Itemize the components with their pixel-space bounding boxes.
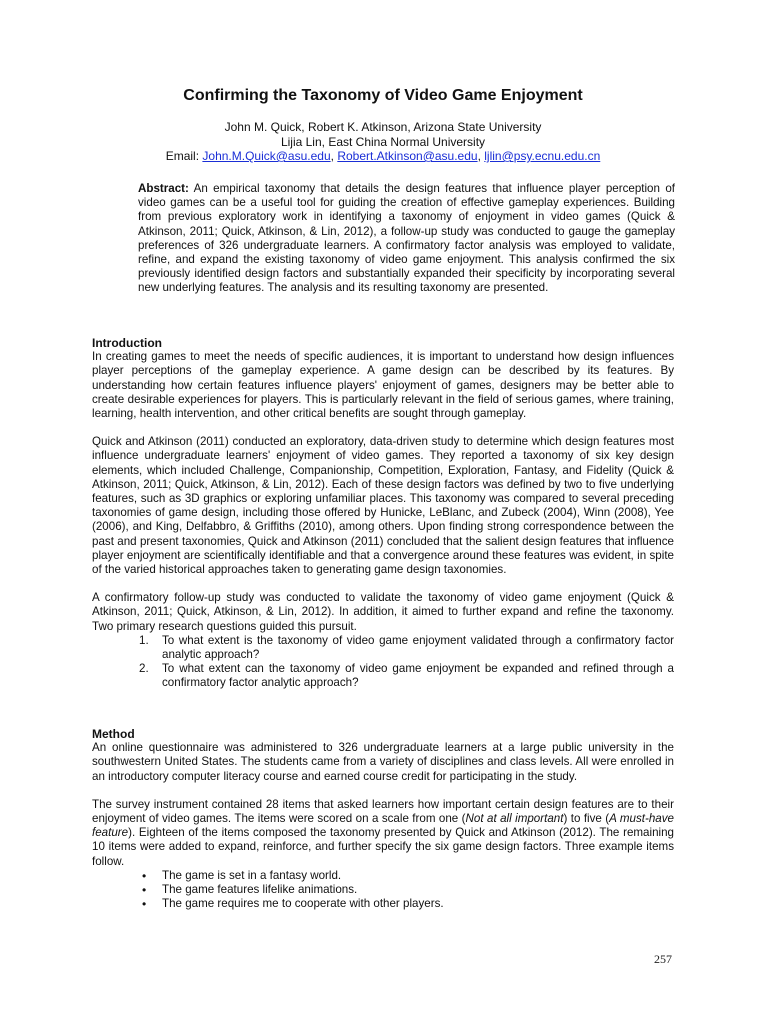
list-item (92, 883, 674, 897)
text-run: The survey instrument contained 28 items that asked learners how important certain design features are to their enjoyment of video games. The items were scored on a scale from one ( (92, 797, 674, 826)
email-link-quick[interactable]: John.M.Quick@asu.edu (202, 149, 331, 163)
italic-term: Not at all important (465, 812, 564, 826)
introduction-section (92, 336, 674, 691)
list-item-text: The game is set in a fantasy world. (162, 868, 342, 882)
method-heading: Method (92, 727, 135, 741)
list-item-text: To what extent can the taxonomy of video game enjoyment be expanded and refined through a confirmatory factor analytic approach? (162, 662, 674, 690)
list-item (92, 634, 674, 662)
method-section (92, 727, 674, 911)
email-line (92, 149, 674, 164)
email-separator: , (477, 149, 485, 163)
email-link-atkinson[interactable]: Robert.Atkinson@asu.edu (337, 149, 478, 163)
list-item-text: The game features lifelike animations. (162, 883, 358, 897)
page-number: 257 (654, 952, 672, 966)
italic-term: A must-have feature (92, 812, 675, 840)
bullet-icon: • (142, 868, 147, 883)
text-run: ) to five ( (563, 812, 610, 826)
introduction-heading: Introduction (92, 336, 162, 350)
list-item (92, 662, 674, 690)
example-items-list (92, 869, 674, 912)
list-item (92, 897, 674, 911)
abstract (138, 182, 675, 296)
list-item-number: 2. (139, 662, 149, 676)
abstract-label: Abstract: (138, 182, 189, 195)
abstract-text: An empirical taxonomy that details the design features that influence player perception of video games can be a useful tool for guiding the creation of effective gameplay experiences. Building from previous exploratory work in identifying a taxonomy of enjoyment in video games (Quick & Atkinson, 2011; Quick, Atkinson, & Lin, 2012), a follow-up study was conducted to gauge the gameplay preferences of 326 undergraduate learners. A confirmatory factor analysis was employed to validate, refine, and expand the existing taxonomy of video game enjoyment. This analysis confirmed the six previously identified design factors and substantially expanded their specificity by incorporating several new underlying features. The analysis and its resulting taxonomy are presented. (138, 182, 675, 295)
research-questions-list (92, 634, 674, 691)
introduction-paragraph-1: In creating games to meet the needs of specific audiences, it is important to understand how design influences player perceptions of the gameplay experience. A game design can be described by its features. By understanding how certain features influence players' enjoyment of games, designers may be better able to create desirable experiences for players. This is particularly relevant in the field of serious games, where training, learning, health intervention, and other critical benefits are sought through gameplay. (92, 350, 674, 421)
introduction-paragraph-2: Quick and Atkinson (2011) conducted an exploratory, data-driven study to determine which design features most influence undergraduate learners' enjoyment of video games. They reported a taxonomy of six key design elements, which included Challenge, Companionship, Competition, Exploration, Fantasy, and Fidelity (Quick & Atkinson, 2011; Quick, Atkinson, & Lin, 2012). Each of these design factors was defined by two to five underlying features, such as 3D graphics or exploring unfamiliar places. This taxonomy was compared to several preceding taxonomies of game design, including those offered by Hunicke, LeBlanc, and Zubeck (2004), Winn (2008), Yee (2006), and King, Delfabbro, & Griffiths (2010), among others. Upon finding strong correspondence between the past and present taxonomies, Quick and Atkinson (2011) concluded that the salient design features that influence player enjoyment are scientifically identifiable and that a convergence around these features was evident, in spite of the varied historical approaches taken to generating game design taxonomies. (92, 435, 674, 577)
method-paragraph-1: An online questionnaire was administered to 326 undergraduate learners at a large public university in the southwestern United States. The students came from a variety of disciplines and class levels. All were enrolled in an introductory computer literacy course and earned course credit for participating in the study. (92, 741, 674, 783)
introduction-paragraph-3: A confirmatory follow-up study was conducted to validate the taxonomy of video game enjoyment (Quick & Atkinson, 2011; Quick, Atkinson, & Lin, 2012). In addition, it aimed to further expand and refine the taxonomy. Two primary research questions guided this pursuit. (92, 591, 674, 633)
method-paragraph-2 (92, 798, 674, 869)
list-item-text: The game requires me to cooperate with other players. (162, 897, 444, 911)
email-link-lin[interactable]: ljlin@psy.ecnu.edu.cn (484, 149, 601, 163)
bullet-icon: • (142, 897, 147, 912)
author-block (92, 120, 674, 164)
list-item-text: To what extent is the taxonomy of video game enjoyment validated through a confirmatory factor analytic approach? (162, 633, 674, 662)
bullet-icon: • (142, 883, 147, 898)
paper-title: Confirming the Taxonomy of Video Game Enjoyment (183, 87, 583, 104)
email-label: Email: (165, 149, 203, 163)
text-run: ). Eighteen of the items composed the taxonomy presented by Quick and Atkinson (2012). The remaining 10 items were added to expand, reinforce, and further specify the six game design factors. Three example items follow. (92, 826, 674, 868)
email-separator: , (330, 149, 338, 163)
list-item (92, 869, 674, 883)
authors-line-2: Lijia Lin, East China Normal University (280, 134, 486, 149)
authors-line-1: John M. Quick, Robert K. Atkinson, Arizona State University (224, 120, 542, 134)
list-item-number: 1. (139, 633, 149, 647)
